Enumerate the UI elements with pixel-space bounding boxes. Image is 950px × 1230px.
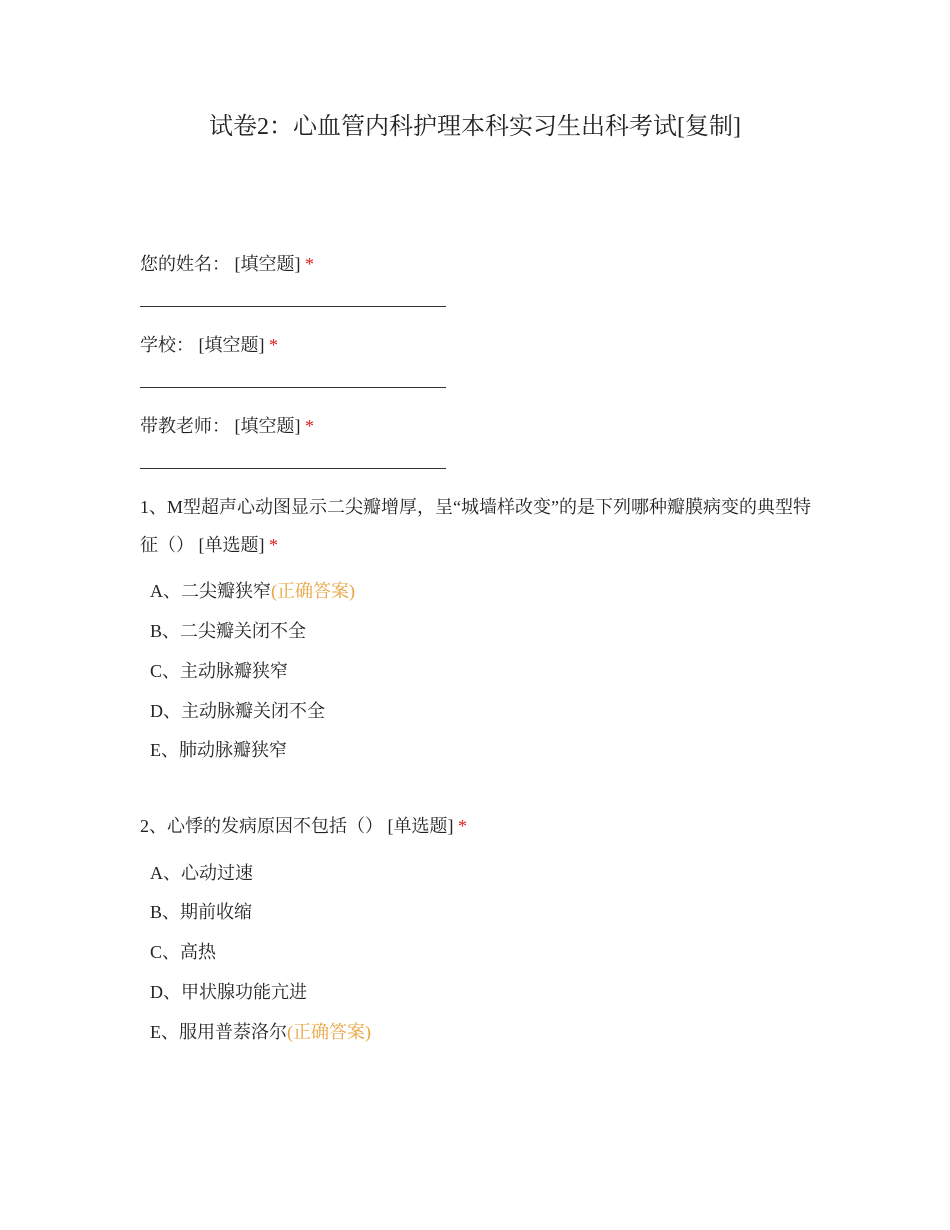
required-mark: * [305, 254, 314, 274]
field-school-label [140, 331, 278, 359]
field-label-text: 带教老师： [140, 416, 230, 436]
field-teacher-label [140, 412, 314, 440]
q2-option-b[interactable] [150, 898, 252, 926]
field-type-tag: [填空题] [234, 416, 301, 436]
field-name-label [140, 250, 314, 278]
teacher-input-line[interactable] [140, 468, 446, 469]
question-type-tag: [单选题] [387, 816, 454, 836]
field-label-text: 您的姓名： [140, 254, 230, 274]
q1-option-b[interactable] [150, 617, 306, 645]
q1-option-a[interactable] [150, 577, 355, 605]
option-text: A、心动过速 [150, 863, 253, 883]
required-mark: * [305, 416, 314, 436]
page-title: 试卷2：心血管内科护理本科实习生出科考试[复制] [209, 114, 741, 140]
field-label-text: 学校： [140, 335, 194, 355]
required-mark: * [269, 335, 278, 355]
option-text: B、期前收缩 [150, 902, 253, 922]
option-text: D、甲状腺功能亢进 [150, 982, 307, 1002]
option-text: C、主动脉瓣狭窄 [150, 661, 289, 681]
option-text: E、肺动脉瓣狭窄 [150, 740, 287, 760]
question-1-text [140, 488, 820, 564]
school-input-line[interactable] [140, 387, 446, 388]
option-text: D、主动脉瓣关闭不全 [150, 701, 325, 721]
question-stem: 2、心悸的发病原因不包括（） [140, 816, 383, 836]
question-type-tag: [单选题] [198, 535, 265, 555]
q2-option-d[interactable] [150, 978, 307, 1006]
option-text: B、二尖瓣关闭不全 [150, 621, 307, 641]
correct-answer-note: (正确答案) [287, 1022, 371, 1042]
required-mark: * [269, 535, 278, 555]
question-2-text [140, 807, 820, 845]
field-type-tag: [填空题] [234, 254, 301, 274]
required-mark: * [458, 816, 467, 836]
field-type-tag: [填空题] [198, 335, 265, 355]
question-stem: 1、M型超声心动图显示二尖瓣增厚，呈“城墙样改变”的是下列哪种瓣膜病变的典型特征（） [140, 497, 811, 555]
q2-option-e[interactable] [150, 1018, 371, 1046]
option-text: A、二尖瓣狭窄 [150, 581, 271, 601]
correct-answer-note: (正确答案) [271, 581, 355, 601]
q1-option-e[interactable] [150, 736, 287, 764]
option-text: E、服用普萘洛尔 [150, 1022, 287, 1042]
q1-option-c[interactable] [150, 657, 288, 685]
q2-option-c[interactable] [150, 938, 216, 966]
q2-option-a[interactable] [150, 859, 253, 887]
name-input-line[interactable] [140, 306, 446, 307]
option-text: C、高热 [150, 942, 217, 962]
q1-option-d[interactable] [150, 697, 325, 725]
